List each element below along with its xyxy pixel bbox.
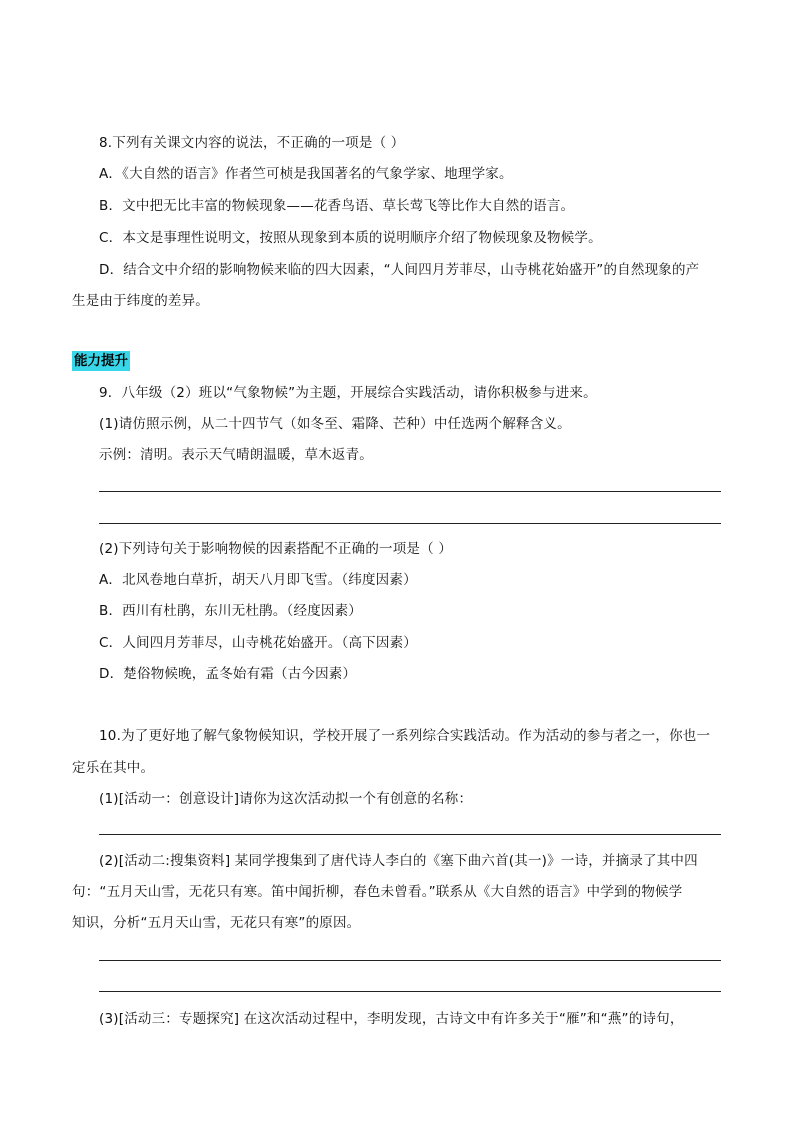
answer-line[interactable] xyxy=(99,991,721,992)
q10-stem-line1: 10.为了更好地了解气象物候知识，学校开展了一系列综合实践活动。作为活动的参与者之一，你也一 xyxy=(99,728,711,744)
q8-option-d-line1: D．结合文中介绍的影响物候来临的四大因素，“人间四月芳菲尽，山寺桃花始盛开”的自然现象的产 xyxy=(99,262,700,278)
answer-line[interactable] xyxy=(99,834,721,835)
section-label: 能力提升 xyxy=(74,353,128,369)
q10-activity2-line3: 知识，分析“五月天山雪，无花只有寒”的原因。 xyxy=(72,915,361,931)
q10-stem-line2: 定乐在其中。 xyxy=(72,760,155,776)
answer-line[interactable] xyxy=(99,491,721,492)
answer-line[interactable] xyxy=(99,523,721,524)
q9-option-a: A．北风卷地白草折，胡天八月即飞雪。（纬度因素） xyxy=(99,572,417,588)
q8-option-d-line2: 生是由于纬度的差异。 xyxy=(72,293,209,309)
q10-activity2-line1: (2)[活动二:搜集资料] 某同学搜集到了唐代诗人李白的《塞下曲六首(其一)》一诗，并摘录了其中四 xyxy=(99,853,698,869)
q8-option-c: C．本文是事理性说明文，按照从现象到本质的说明顺序介绍了物候现象及物候学。 xyxy=(99,230,602,246)
q9-stem: 9．八年级（2）班以“气象物候”为主题，开展综合实践活动，请你积极参与进来。 xyxy=(99,385,597,401)
q8-option-a: A．《大自然的语言》作者竺可桢是我国著名的气象学家、地理学家。 xyxy=(99,166,513,182)
q10-activity1: (1)[活动一：创意设计]请你为这次活动拟一个有创意的名称： xyxy=(99,791,473,807)
q8-stem: 8.下列有关课文内容的说法，不正确的一项是（ ） xyxy=(99,135,405,151)
q9-option-c: C．人间四月芳菲尽，山寺桃花始盛开。（高下因素） xyxy=(99,635,417,651)
q9-example: 示例：清明。表示天气晴朗温暖，草木返青。 xyxy=(99,447,373,463)
q8-option-b: B．文中把无比丰富的物候现象——花香鸟语、草长莺飞等比作大自然的语言。 xyxy=(99,198,575,214)
q9-option-d: D．楚俗物候晚，孟冬始有霜（古今因素） xyxy=(99,666,357,682)
q9-part2: (2)下列诗句关于影响物候的因素搭配不正确的一项是（ ） xyxy=(99,541,453,557)
answer-line[interactable] xyxy=(99,960,721,961)
q10-activity2-line2: 句：“五月天山雪，无花只有寒。笛中闻折柳，春色未曾看。”联系从《大自然的语言》中学到的物候学 xyxy=(72,884,683,900)
q9-part1: (1)请仿照示例，从二十四节气（如冬至、霜降、芒种）中任选两个解释含义。 xyxy=(99,416,571,432)
q10-activity3: (3)[活动三：专题探究] 在这次活动过程中，李明发现，古诗文中有许多关于“雁”和“燕”的诗句， xyxy=(99,1011,684,1027)
q9-option-b: B．西川有杜鹃，东川无杜鹃。（经度因素） xyxy=(99,603,363,619)
